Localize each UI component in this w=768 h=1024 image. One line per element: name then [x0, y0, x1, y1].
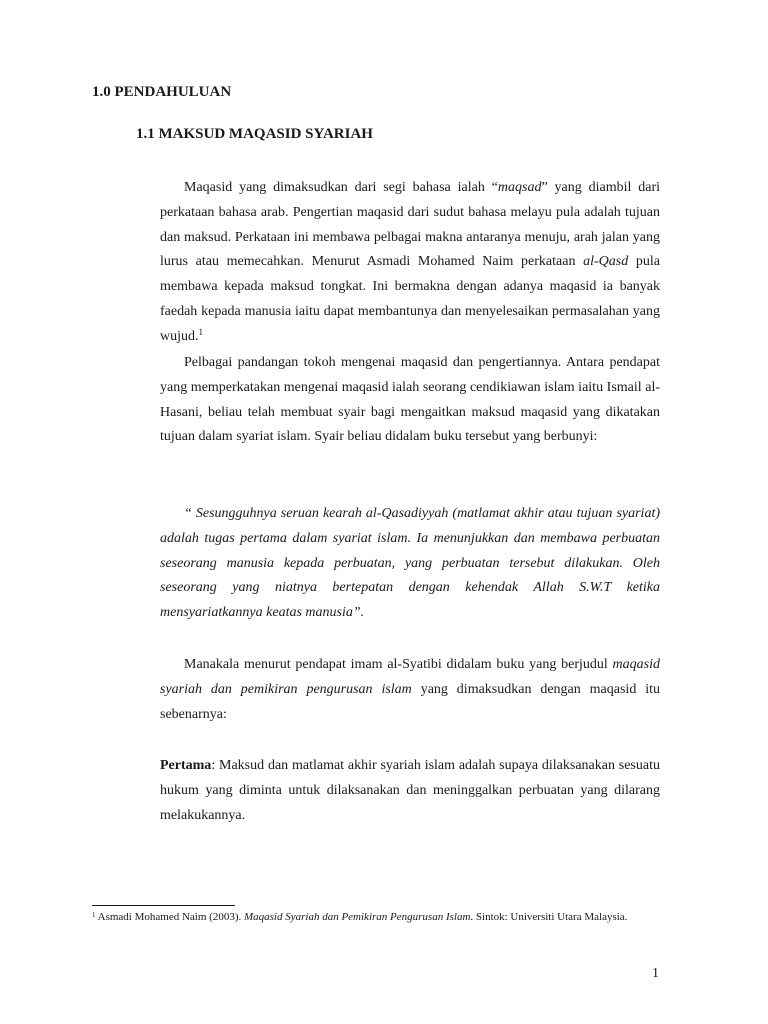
paragraph-first-point [160, 754, 660, 828]
page-number: 1 [652, 966, 659, 981]
footnote [92, 910, 660, 924]
section-heading: 1.1 MAKSUD MAQASID SYARIAH [136, 126, 373, 142]
paragraph-definition [160, 176, 660, 350]
footnote-book-title: Maqasid Syariah dan Pemikiran Pengurusan Islam [243, 911, 471, 923]
p3-text-a: Manakala menurut pendapat imam al-Syatibi didalam buku yang berjudul [184, 657, 613, 672]
footnote-separator [92, 905, 235, 906]
paragraph-views: Pelbagai pandangan tokoh mengenai maqasid dan pengertiannya. Antara pendapat yang memperkatakan mengenai maqasid ialah seorang cendikiawan islam iaitu Ismail al-Hasani, beliau telah membuat syair bagi mengaitkan maksud maqasid yang dikatakan tujuan dalam syariat islam. Syair beliau didalam buku tersebut yang berbunyi: [160, 355, 660, 445]
quote-block: “ Sesungguhnya seruan kearah al-Qasadiyyah (matlamat akhir atau tujuan syariat) adalah tugas pertama dalam syariat islam. Ia menunjukkan dan membawa perbuatan seseorang manusia kepada perbuatan, yang perbuatan tersebut dilakukan. Oleh seseorang yang niatnya bertepatan dengan kehendak Allah S.W.T ketika mensyariatkannya keatas manusia”. [160, 506, 660, 621]
p1-term-alqasd: al-Qasd [583, 254, 629, 270]
p1-text-a: Maqasid yang dimaksudkan dari segi bahasa ialah “ [184, 180, 498, 195]
p4-text: : Maksud dan matlamat akhir syariah islam adalah supaya dilaksanakan sesuatu hukum yang diminta untuk dilaksanakan dan meninggalkan perbuatan yang dilarang melakukannya. [160, 758, 660, 823]
p3-book-title: maqasid syariah dan pemikiran pengurusan islam [160, 657, 660, 697]
footnote-reference: 1 [198, 326, 203, 337]
p1-text-e: pula membawa kepada maksud tongkat. Ini bermakna dengan adanya maqasid ia banyak faedah kepada manusia iaitu dapat membantunya dan menyelesaikan permasalahan yang wujud. [160, 254, 661, 344]
paragraph-syatibi [160, 653, 660, 727]
footnote-text-c: . Sintok: Universiti Utara Malaysia. [470, 911, 628, 923]
p1-text-c: ” yang diambil dari perkataan bahasa arab. Pengertian maqasid dari sudut bahasa melayu pula adalah tujuan dan maksud. Perkataan ini membawa pelbagai makna antaranya menuju, arah jalan yang lurus atau memecahkan. Menurut Asmadi Mohamed Naim perkataan [160, 180, 660, 270]
p4-label: Pertama [160, 758, 212, 773]
footnote-number: 1 [92, 911, 96, 919]
chapter-heading: 1.0 PENDAHULUAN [92, 84, 232, 100]
p3-text-c: yang dimaksudkan dengan maqasid itu sebenarnya: [160, 681, 660, 722]
p1-term-maqsad: maqsad [497, 180, 542, 195]
footnote-text-a: Asmadi Mohamed Naim (2003). [95, 911, 244, 923]
